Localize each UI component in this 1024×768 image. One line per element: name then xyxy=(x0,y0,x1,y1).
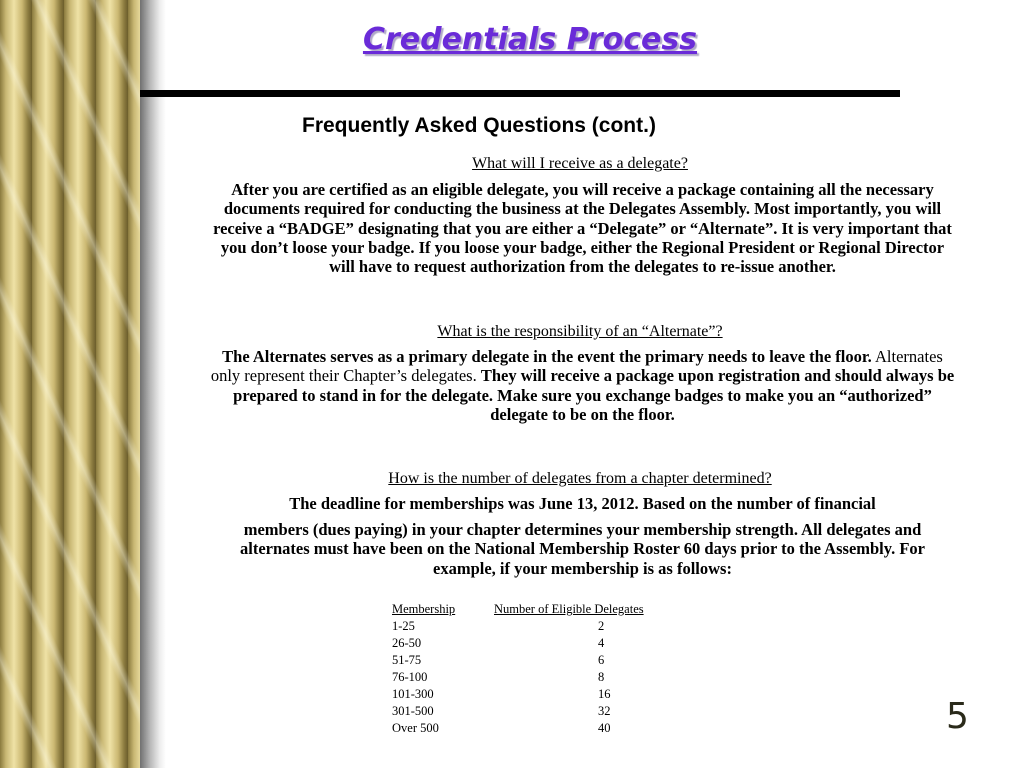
table-cell-membership: 1-25 xyxy=(392,619,415,633)
delegates-table xyxy=(392,601,644,737)
table-cell-delegates: 8 xyxy=(598,670,605,684)
table-cell-delegates: 2 xyxy=(598,619,605,633)
table-cell-membership: 301-500 xyxy=(392,704,434,718)
table-cell-membership: 26-50 xyxy=(392,636,422,650)
faq-answer-2-part3: They will receive a package upon registration and should always be prepared to stand in for the delegate. Make sure you exchange badges to make you an “authorized” delegate to be on the floor. xyxy=(233,366,955,424)
faq-question-3: How is the number of delegates from a chapter determined? xyxy=(388,470,772,487)
table-row xyxy=(392,652,644,669)
table-row xyxy=(392,635,644,652)
table-header-membership: Membership xyxy=(392,602,456,616)
slide-title: Credentials Process xyxy=(362,22,698,57)
faq-answer-2 xyxy=(210,347,955,424)
faq-answer-1: After you are certified as an eligible delegate, you will receive a package containing all the necessary documents required for conducting the business at the Delegates Assembly. Most importantly, you will receive a “BADGE” designating that you are either a “Delegate” or “Alternate”. It is very important that you don’t loose your badge. If you loose your badge, either the Regional President or Regional Director will have to request authorization from the delegates to re-issue another. xyxy=(213,180,952,277)
table-header-delegates: Number of Eligible Delegates xyxy=(494,602,644,616)
faq-question-2: What is the responsibility of an “Alternate”? xyxy=(437,323,723,340)
title-divider xyxy=(140,90,900,97)
faq-answer-3-rest: members (dues paying) in your chapter determines your membership strength. All delegates and alternates must have been on the National Membership Roster 60 days prior to the Assembly. For example, if your membership is as follows: xyxy=(239,520,926,578)
page-number: 5 xyxy=(946,696,969,737)
table-cell-delegates: 32 xyxy=(598,704,611,718)
table-row xyxy=(392,720,644,737)
table-cell-membership: 101-300 xyxy=(392,687,434,701)
table-cell-membership: 76-100 xyxy=(392,670,428,684)
pillar-shadow xyxy=(140,0,166,768)
table-cell-delegates: 6 xyxy=(598,653,605,667)
faq-answer-3-line1: The deadline for memberships was June 13, 2012. Based on the number of financial xyxy=(289,494,876,513)
table-row xyxy=(392,618,644,635)
table-row xyxy=(392,686,644,703)
table-row xyxy=(392,703,644,720)
faq-answer-2-part1: The Alternates serves as a primary delegate in the event the primary needs to leave the floor. xyxy=(222,347,872,366)
slide-subtitle: Frequently Asked Questions (cont.) xyxy=(302,114,656,137)
table-cell-membership: Over 500 xyxy=(392,721,439,735)
table-cell-delegates: 40 xyxy=(598,721,611,735)
table-row xyxy=(392,669,644,686)
table-header-row xyxy=(392,601,644,618)
table-cell-delegates: 4 xyxy=(598,636,605,650)
faq-answer-2-part2: Alternates only represent their Chapter’s delegates. xyxy=(210,347,943,386)
table-cell-membership: 51-75 xyxy=(392,653,422,667)
faq-question-1: What will I receive as a delegate? xyxy=(472,155,688,172)
decorative-pillar xyxy=(0,0,140,768)
table-cell-delegates: 16 xyxy=(598,687,611,701)
